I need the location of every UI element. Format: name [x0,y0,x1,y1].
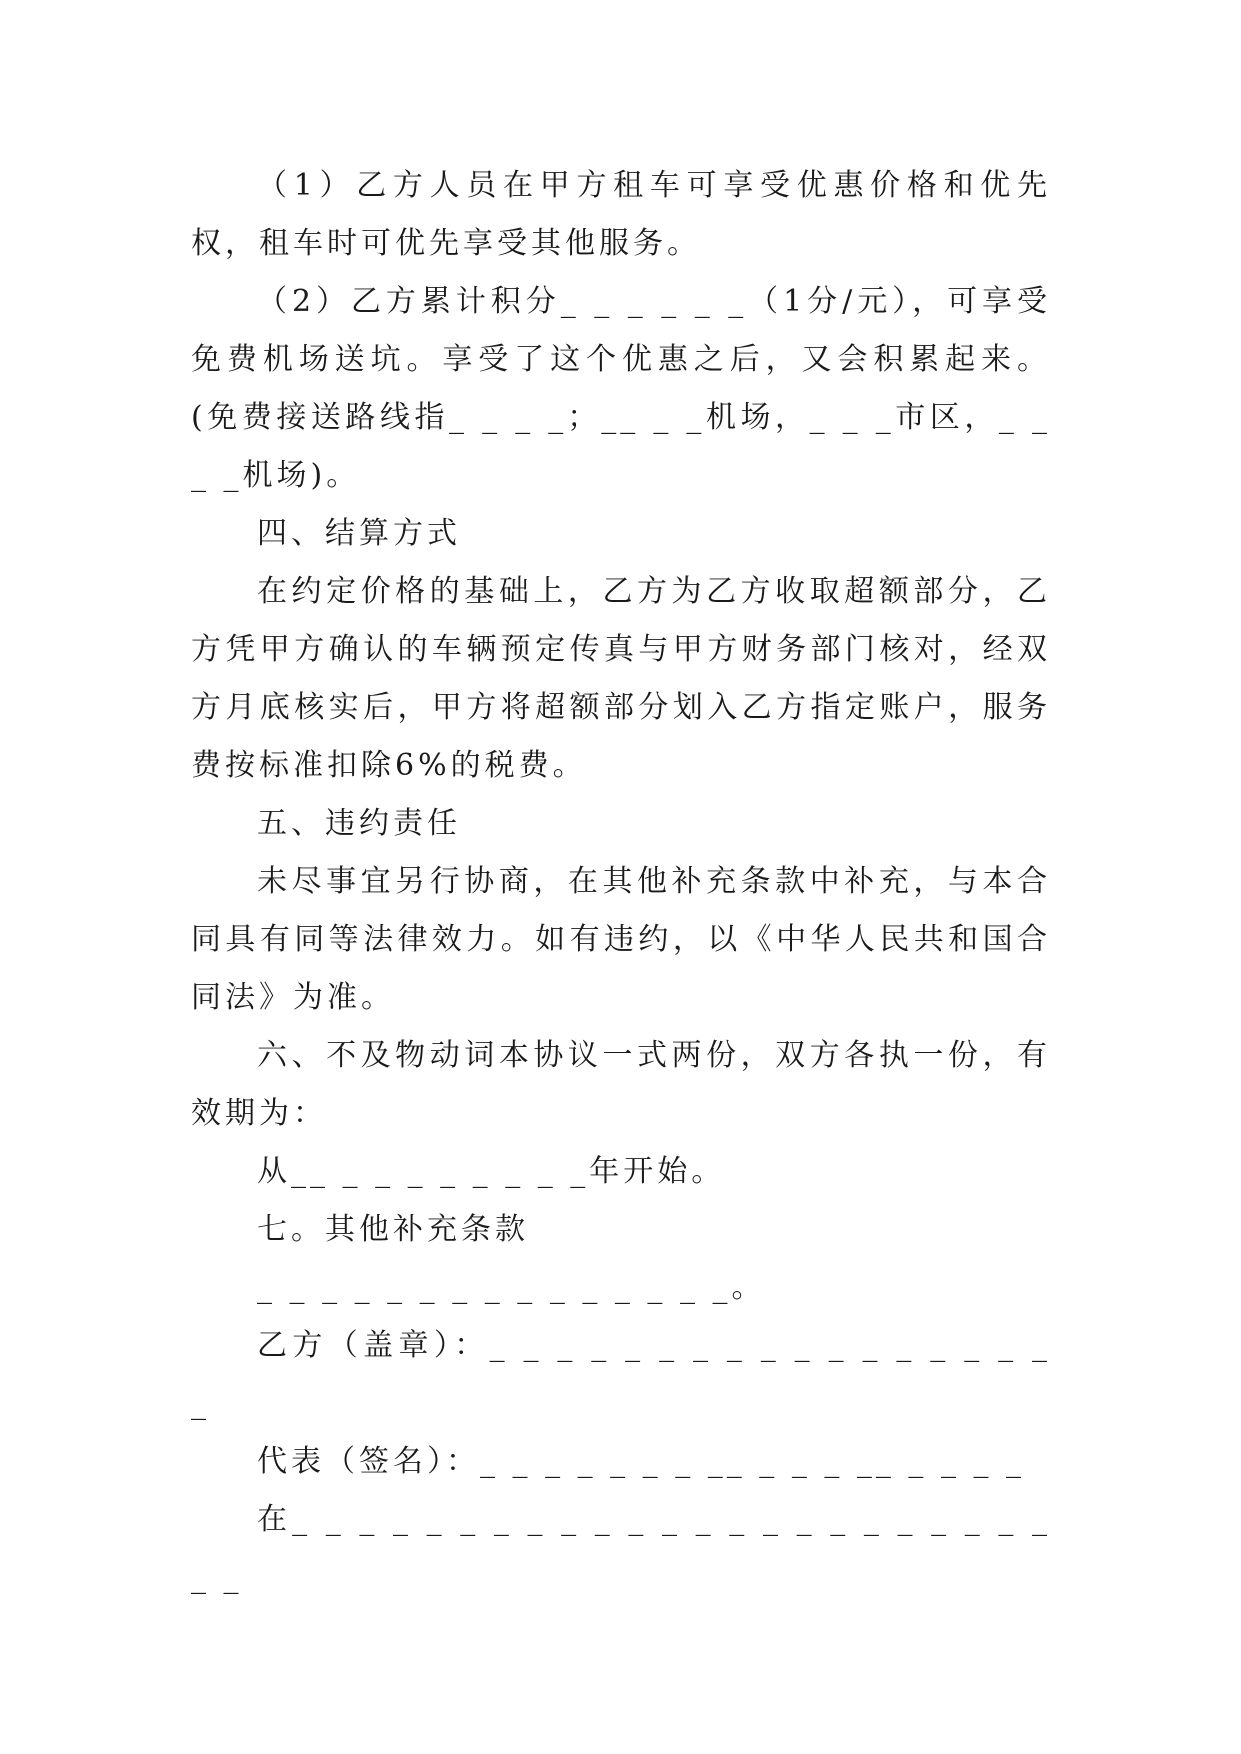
document-body [191,157,1051,1607]
section-heading-liability: 五、违约责任 [257,806,461,841]
start-date-line: 从__ _ _ _ _ _ _ _ _年开始。 [257,1154,726,1189]
clause-1: （1）乙方人员在甲方租车可享受优惠价格和优先权，租车时可优先享受其他服务。 [191,168,1051,261]
validity-paragraph: 六、不及物动词本协议一式两份，双方各执一份，有效期为： [191,1038,1051,1131]
clause-2: （2）乙方累计积分_ _ _ _ _ _（1分/元），可享受免费机场送坑。享受了这个优惠之后，又会积累起来。(免费接送路线指_ _ _ _；__ _ _机场，_ _ _市区，_ _ _ _机场)。 [191,284,1051,493]
section-heading-settlement: 四、结算方式 [257,516,461,551]
section-heading-supplementary: 七。其他补充条款 [257,1212,529,1247]
location-line: 在_ _ _ _ _ _ _ _ _ _ _ _ _ _ _ _ _ _ _ _ _ _ _ _ _ [191,1502,1051,1595]
settlement-paragraph: 在约定价格的基础上，乙方为乙方收取超额部分，乙方凭甲方确认的车辆预定传真与甲方财务部门核对，经双方月底核实后，甲方将超额部分划入乙方指定账户，服务费按标准扣除6%的税费。 [191,574,1051,783]
liability-paragraph: 未尽事宜另行协商，在其他补充条款中补充，与本合同具有同等法律效力。如有违约，以《中华人民共和国合同法》为准。 [191,864,1051,1015]
representative-signature-line: 代表（签名）：_ _ _ _ _ _ _ __ _ _ _ __ _ _ _ _ [257,1444,1026,1479]
supplementary-blank-line: _ _ _ _ _ _ _ _ _ _ _ _ _ _ _。 [257,1270,766,1305]
party-b-seal-line: 乙方（盖章）：_ _ _ _ _ _ _ _ _ _ _ _ _ _ _ _ _ _ [191,1328,1051,1421]
